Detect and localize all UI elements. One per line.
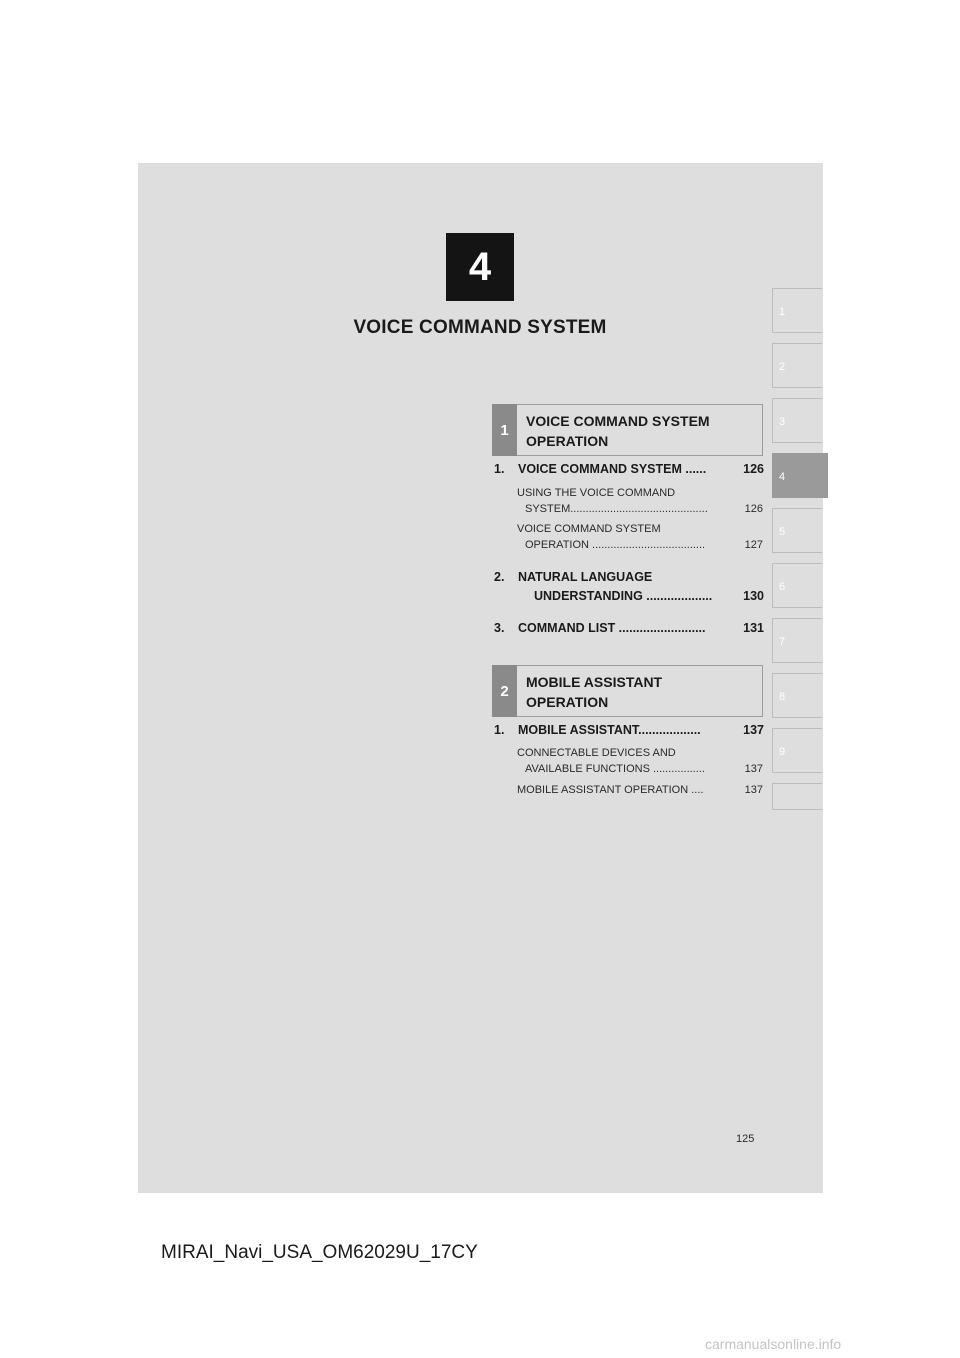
section-title	[526, 411, 710, 451]
section-title-line: VOICE COMMAND SYSTEM	[526, 413, 710, 429]
section-title	[526, 672, 662, 712]
subentry-title-cont: SYSTEM.............................................	[525, 503, 708, 515]
tab-label: 4	[779, 471, 786, 483]
tab-label: 2	[779, 361, 786, 373]
page-number: 125	[736, 1133, 755, 1145]
entry-page: 130	[743, 589, 764, 603]
tab-2[interactable]	[772, 343, 822, 388]
tab-label: 5	[779, 526, 786, 538]
watermark: carmanualsonline.info	[705, 1336, 842, 1352]
tab-4[interactable]	[772, 453, 828, 498]
toc-subentry[interactable]	[517, 485, 763, 517]
toc-subentry[interactable]	[517, 745, 763, 777]
tab-label: 1	[779, 306, 786, 318]
entry-number: 1.	[494, 462, 505, 476]
tab-label: 8	[779, 691, 786, 703]
tab-8[interactable]	[772, 673, 822, 718]
subentry-page: 126	[744, 503, 763, 515]
entry-title: COMMAND LIST .........................	[518, 621, 706, 635]
chapter-number-box: 4	[446, 233, 514, 301]
subentry-title: USING THE VOICE COMMAND	[517, 487, 676, 499]
tab-10[interactable]	[772, 783, 822, 810]
section-number: 1	[492, 404, 517, 456]
toc-subentry[interactable]	[517, 782, 763, 798]
section-title-line: OPERATION	[526, 433, 609, 449]
entry-number: 1.	[494, 723, 505, 737]
subentry-page: 127	[744, 539, 763, 551]
section-number: 2	[492, 665, 517, 717]
tab-5[interactable]	[772, 508, 822, 553]
entry-title-cont: UNDERSTANDING ...................	[534, 589, 713, 603]
document-code: MIRAI_Navi_USA_OM62029U_17CY	[161, 1242, 478, 1263]
entry-title: VOICE COMMAND SYSTEM ......	[518, 462, 707, 476]
section-header-1	[492, 404, 763, 456]
subentry-title: VOICE COMMAND SYSTEM	[517, 523, 661, 535]
toc-entry[interactable]	[494, 721, 764, 740]
subentry-title-cont: OPERATION .....................................	[525, 539, 706, 551]
subentry-page: 137	[744, 763, 763, 775]
toc-subentry[interactable]	[517, 521, 763, 553]
tab-9[interactable]	[772, 728, 822, 773]
entry-page: 137	[743, 723, 764, 737]
tab-label: 6	[779, 581, 786, 593]
subentry-title: MOBILE ASSISTANT OPERATION ....	[517, 784, 704, 796]
section-title-line: MOBILE ASSISTANT	[526, 674, 663, 690]
entry-page: 131	[743, 621, 764, 635]
toc-entry[interactable]	[494, 460, 764, 479]
entry-number: 3.	[494, 621, 505, 635]
subentry-page: 137	[744, 784, 763, 796]
entry-title: MOBILE ASSISTANT..................	[518, 723, 701, 737]
entry-page: 126	[743, 462, 764, 476]
tab-6[interactable]	[772, 563, 822, 608]
tab-label: 3	[779, 416, 786, 428]
tab-7[interactable]	[772, 618, 822, 663]
subentry-title-cont: AVAILABLE FUNCTIONS .................	[525, 763, 705, 775]
tab-label: 9	[779, 746, 786, 758]
chapter-title: VOICE COMMAND SYSTEM	[353, 317, 607, 338]
toc-entry[interactable]	[494, 619, 764, 638]
toc-entry[interactable]	[494, 568, 764, 606]
tab-3[interactable]	[772, 398, 822, 443]
entry-number: 2.	[494, 570, 505, 584]
tab-label: 7	[779, 636, 786, 648]
entry-title: NATURAL LANGUAGE	[518, 570, 653, 584]
tab-1[interactable]	[772, 288, 822, 333]
section-title-line: OPERATION	[526, 694, 609, 710]
section-header-2	[492, 665, 763, 717]
subentry-title: CONNECTABLE DEVICES AND	[517, 747, 676, 759]
